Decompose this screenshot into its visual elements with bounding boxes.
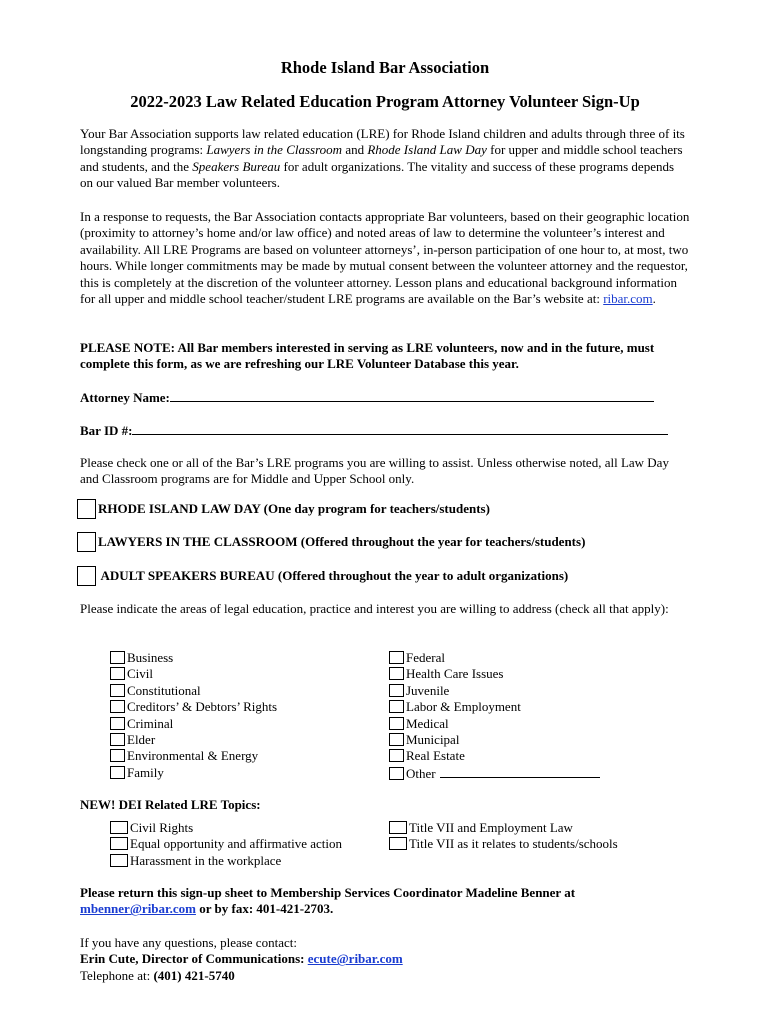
area-checkbox[interactable] (389, 667, 404, 680)
adult-speakers-bureau-label: ADULT SPEAKERS BUREAU (Offered throughout the year to adult organizations) (98, 568, 569, 583)
law-day-checkbox[interactable] (77, 499, 96, 519)
area-checkbox[interactable] (110, 700, 125, 713)
contact-name: Erin Cute, Director of Communications: (80, 951, 308, 967)
contact-phone-line (80, 968, 690, 984)
area-checkbox[interactable] (110, 684, 125, 697)
area-item (389, 650, 600, 666)
other-input[interactable] (440, 765, 600, 778)
ribar-website-link[interactable]: ribar.com (603, 291, 653, 307)
area-item (110, 699, 277, 715)
area-checkbox[interactable] (110, 667, 125, 680)
dei-label: Equal opportunity and affirmative action (130, 836, 343, 852)
area-label: Elder (127, 731, 156, 747)
area-item (389, 732, 600, 748)
area-item (389, 699, 600, 715)
dei-label: Civil Rights (130, 820, 194, 835)
dei-item (389, 836, 618, 852)
dei-label: Harassment in the workplace (130, 852, 282, 868)
area-checkbox[interactable] (389, 749, 404, 762)
area-item (110, 765, 277, 781)
programs-intro: Please check one or all of the Bar’s LRE programs you are willing to assist. Unless otherwise noted, all Law Day and Classroom programs are for Middle and Upper School only. (80, 455, 669, 487)
bar-id-label: Bar ID #: (80, 423, 133, 438)
attorney-name-input[interactable] (170, 389, 654, 402)
dei-label: Title VII and Employment Law (409, 820, 573, 835)
lawyers-in-classroom-text: Lawyers in the Classroom (206, 142, 343, 158)
program-law-day (77, 499, 490, 521)
area-label: Federal (406, 650, 445, 665)
adult-speakers-bureau-checkbox[interactable] (77, 566, 96, 586)
intro-text: for adult organizations. The vitality and success of these programs depends on our valued Bar member volunteers. (80, 158, 675, 191)
dei-list-left (110, 820, 342, 869)
area-item (110, 683, 277, 699)
bar-id-field (80, 422, 668, 439)
intro-text: Your Bar Association supports law related education (LRE) for Rhode Island children and adults through three of its longstanding programs: (80, 126, 685, 158)
area-item (389, 666, 600, 682)
area-checkbox[interactable] (110, 717, 125, 730)
intro-text: for upper and middle school teachers and students, and the (80, 142, 683, 174)
area-item (389, 716, 600, 732)
return-instructions (80, 885, 690, 918)
area-label: Medical (406, 715, 449, 731)
area-item (110, 666, 277, 682)
law-day-label: RHODE ISLAND LAW DAY (One day program for teachers/students) (98, 501, 490, 516)
area-label: Civil (127, 666, 154, 682)
area-item (110, 650, 277, 666)
dei-item (110, 836, 342, 852)
return-fax-text: or by fax: 401-421-2703. (195, 901, 334, 917)
intro-text: In a response to requests, the Bar Association contacts appropriate Bar volunteers, based on their geographic location (proximity to attorney’s home and/or law office) and noted areas of law to determine the volunteer’s interest and availability. All LRE Programs are based on volunteer attorneys’, in-person participation of one hour to, at most, two hours. While longer commitments may be made by mutual consent between the volunteer attorney and the requestor, this is completely at the discretion of the volunteer attorney. Lesson plans and educational background information for all upper and middle school teacher/student LRE programs are available on the Bar’s website at: (80, 209, 690, 307)
area-checkbox[interactable] (389, 700, 404, 713)
area-checkbox[interactable] (389, 733, 404, 746)
area-item (110, 732, 277, 748)
law-day-text: Rhode Island Law Day (367, 142, 487, 158)
area-checkbox[interactable] (110, 651, 125, 664)
dei-checkbox[interactable] (110, 821, 128, 834)
area-label: Municipal (406, 731, 460, 747)
phone-label: Telephone at: (80, 967, 154, 983)
area-label: Creditors’ & Debtors’ Rights (127, 699, 278, 715)
area-checkbox[interactable] (389, 651, 404, 664)
lawyers-in-classroom-checkbox[interactable] (77, 532, 96, 552)
form-title: 2022-2023 Law Related Education Program Attorney Volunteer Sign-Up (130, 92, 640, 111)
lawyers-in-classroom-label: LAWYERS IN THE CLASSROOM (Offered throughout the year for teachers/students) (98, 534, 586, 549)
areas-intro: Please indicate the areas of legal education, practice and interest you are willing to address (check all that apply): (80, 601, 669, 616)
intro-text: and (342, 142, 368, 158)
dei-item (110, 853, 342, 869)
area-checkbox[interactable] (110, 766, 125, 779)
area-checkbox[interactable] (389, 717, 404, 730)
area-label: Health Care Issues (406, 666, 504, 682)
areas-list-right (389, 650, 600, 781)
bar-id-input[interactable] (132, 422, 668, 435)
dei-checkbox[interactable] (389, 837, 407, 850)
please-note: PLEASE NOTE: All Bar members interested in serving as LRE volunteers, now and in the future, must complete this form, as we are refreshing our LRE Volunteer Database this year. (80, 340, 655, 372)
area-checkbox[interactable] (389, 684, 404, 697)
intro-text: . (652, 291, 656, 307)
program-lawyers-in-classroom (77, 532, 585, 554)
dei-item (110, 820, 342, 836)
dei-heading: NEW! DEI Related LRE Topics: (80, 797, 261, 812)
area-item (389, 748, 600, 764)
contact-block (80, 935, 690, 984)
contact-name-line (80, 951, 690, 967)
areas-list-left (110, 650, 277, 781)
dei-item (389, 820, 618, 836)
area-item (110, 748, 277, 764)
area-checkbox[interactable] (389, 767, 404, 780)
speakers-bureau-text: Speakers Bureau (192, 158, 281, 174)
area-item-other (389, 765, 600, 781)
area-label: Real Estate (406, 748, 465, 764)
dei-checkbox[interactable] (110, 854, 128, 867)
intro-paragraph-2 (80, 209, 690, 307)
area-label: Criminal (127, 715, 174, 731)
area-label: Juvenile (406, 682, 450, 698)
area-item (110, 716, 277, 732)
area-label: Other (406, 765, 436, 781)
dei-label: Title VII as it relates to students/schools (409, 836, 618, 852)
mbenner-email-link[interactable]: mbenner@ribar.com (80, 901, 196, 917)
area-item (389, 683, 600, 699)
area-label: Business (127, 650, 174, 665)
area-checkbox[interactable] (110, 749, 125, 762)
area-label: Environmental & Energy (127, 748, 259, 764)
contact-intro: If you have any questions, please contact: (80, 935, 297, 950)
dei-checkbox[interactable] (110, 837, 128, 850)
dei-list-right (389, 820, 618, 853)
return-text: Please return this sign-up sheet to Membership Services Coordinator Madeline Benner at (80, 885, 576, 900)
attorney-name-label: Attorney Name: (80, 390, 170, 405)
area-label: Constitutional (127, 682, 201, 698)
area-checkbox[interactable] (110, 733, 125, 746)
dei-checkbox[interactable] (389, 821, 407, 834)
program-adult-speakers-bureau (77, 566, 568, 588)
attorney-name-field (80, 389, 654, 406)
org-title: Rhode Island Bar Association (280, 58, 490, 77)
area-label: Labor & Employment (406, 699, 521, 715)
phone-number: (401) 421-5740 (153, 967, 235, 983)
intro-paragraph-1 (80, 126, 690, 192)
area-label: Family (127, 764, 164, 780)
ecute-email-link[interactable]: ecute@ribar.com (307, 951, 403, 967)
